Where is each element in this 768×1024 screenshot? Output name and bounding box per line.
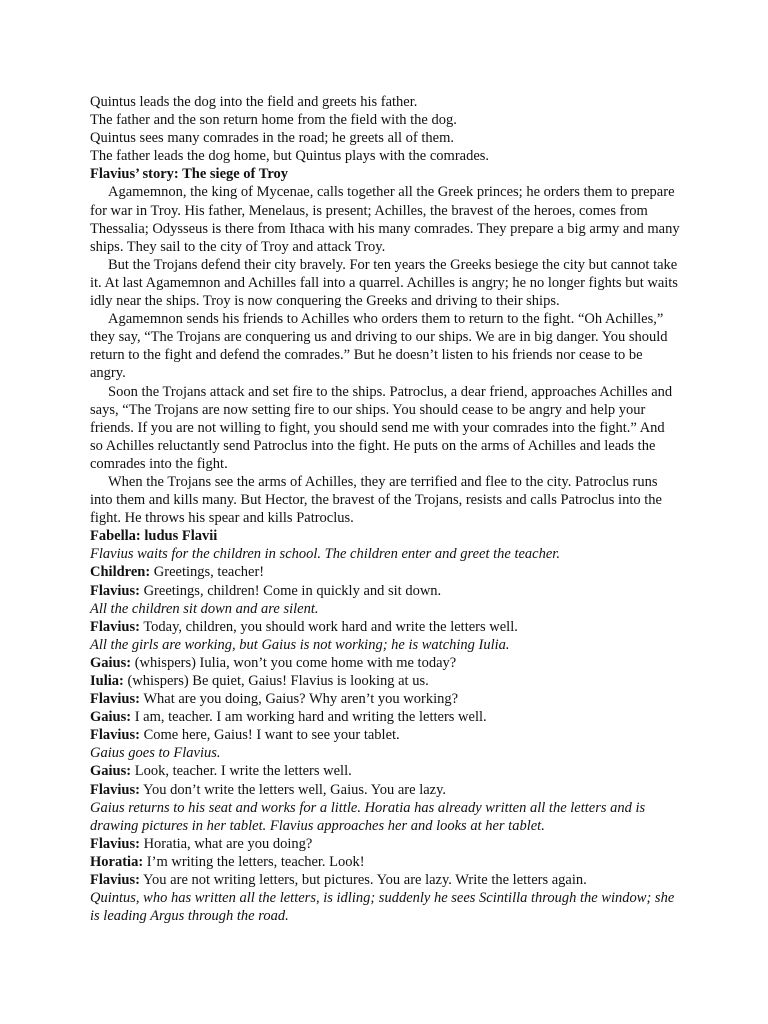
dialogue-line — [90, 672, 680, 690]
dialogue-text: Come here, Gaius! I want to see your tablet. — [139, 727, 400, 744]
speaker-name: Flavius: — [90, 835, 140, 852]
speaker-name: Flavius: — [90, 872, 140, 889]
speaker-name: Children: — [90, 564, 151, 581]
stage-direction: Gaius returns to his seat and works for a little. Horatia has already written all the letters and is drawing pictures in her tablet. Flavius approaches her and looks at her tablet. — [90, 799, 646, 834]
dialogue-text: Today, children, you should work hard and write the letters well. — [139, 618, 518, 635]
story-paragraph: Agamemnon sends his friends to Achilles who orders them to return to the fight. “Oh Achilles,” they say, “The Trojans are conquering us and driving to our ships. We are in big danger. You should return to the fight and defend the comrades.” But he doesn’t listen to his friends nor cease to be angry. — [90, 311, 668, 382]
dialogue-line — [90, 654, 680, 672]
dialogue-text: (whispers) Be quiet, Gaius! Flavius is looking at us. — [123, 673, 429, 689]
story-paragraph: Agamemnon, the king of Mycenae, calls together all the Greek princes; he orders them to prepare for war in Troy. His father, Menelaus, is present; Achilles, the bravest of the heroes, comes from Thessalia; Odysseus is there from Ithaca with his many comrades. They prepare a big army and many ships. They sail to the city of Troy and attack Troy. — [90, 184, 680, 255]
dialogue-text: Horatia, what are you doing? — [139, 835, 313, 852]
dialogue-text: Greetings, teacher! — [150, 564, 265, 581]
intro-line: The father leads the dog home, but Quintus plays with the comrades. — [90, 148, 490, 165]
story-paragraph: But the Trojans defend their city bravely. For ten years the Greeks besiege the city but cannot take it. At last Agamemnon and Achilles fall into a quarrel. Achilles is angry; he no longer fights but waits idly near the ships. Troy is now conquering the Greeks and driving to their ships. — [90, 256, 678, 310]
speaker-name: Gaius: — [90, 654, 132, 671]
dialogue-text: (whispers) Iulia, won’t you come home with me today? — [131, 654, 457, 671]
speaker-name: Iulia: — [90, 673, 124, 689]
story-heading: Flavius’ story: The siege of Troy — [90, 166, 289, 183]
document-page — [90, 93, 680, 925]
speaker-name: Flavius: — [90, 691, 140, 708]
speaker-name: Gaius: — [90, 763, 132, 780]
story-paragraph: When the Trojans see the arms of Achilles, they are terrified and flee to the city. Patroclus runs into them and kills many. But Hector, the bravest of the Trojans, resists and calls Patroclus into the fight. He throws his spear and kills Patroclus. — [90, 473, 662, 527]
stage-direction: Flavius waits for the children in school. The children enter and greet the teacher. — [90, 546, 560, 563]
dialogue-text: You are not writing letters, but pictures. You are lazy. Write the letters again. — [139, 872, 587, 889]
dialogue-text: I am, teacher. I am working hard and writing the letters well. — [131, 709, 487, 726]
dialogue-line — [90, 835, 680, 853]
stage-direction: All the girls are working, but Gaius is not working; he is watching Iulia. — [90, 636, 510, 653]
dialogue-line — [90, 582, 680, 600]
dialogue-line — [90, 762, 680, 780]
dialogue-text: What are you doing, Gaius? Why aren’t you working? — [139, 691, 459, 708]
dialogue-line — [90, 618, 680, 636]
story-paragraph: Soon the Trojans attack and set fire to the ships. Patroclus, a dear friend, approaches Achilles and says, “The Trojans are now setting fire to our ships. You should cease to be angry and help your friends. If you are not willing to fight, you should send me with your comrades into the fight.” And so Achilles reluctantly send Patroclus into the fight. He puts on the arms of Achilles and leads the comrades into the fight. — [90, 383, 673, 472]
stage-direction: All the children sit down and are silent. — [90, 600, 319, 617]
dialogue-text: Look, teacher. I write the letters well. — [131, 763, 352, 780]
speaker-name: Flavius: — [90, 781, 140, 798]
dialogue-text: Greetings, children! Come in quickly and sit down. — [139, 582, 442, 599]
speaker-name: Flavius: — [90, 618, 140, 635]
dialogue-text: I’m writing the letters, teacher. Look! — [143, 853, 365, 870]
speaker-name: Gaius: — [90, 709, 132, 726]
fabella-heading: Fabella: ludus Flavii — [90, 528, 218, 545]
dialogue-line — [90, 853, 680, 871]
speaker-name: Flavius: — [90, 727, 140, 744]
dialogue-line — [90, 690, 680, 708]
dialogue-text: You don’t write the letters well, Gaius. You are lazy. — [139, 781, 447, 798]
speaker-name: Horatia: — [90, 853, 144, 870]
stage-direction: Quintus, who has written all the letters, is idling; suddenly he sees Scintilla through the window; she is leading Argus through the road. — [90, 890, 675, 925]
intro-line: Quintus leads the dog into the field and greets his father. — [90, 94, 418, 110]
speaker-name: Flavius: — [90, 582, 140, 599]
dialogue-line — [90, 781, 680, 799]
dialogue-line — [90, 726, 680, 744]
stage-direction: Gaius goes to Flavius. — [90, 745, 221, 762]
intro-line: Quintus sees many comrades in the road; he greets all of them. — [90, 130, 455, 147]
intro-line: The father and the son return home from the field with the dog. — [90, 112, 457, 129]
dialogue-line — [90, 708, 680, 726]
dialogue-line — [90, 563, 680, 581]
dialogue-line — [90, 871, 680, 889]
